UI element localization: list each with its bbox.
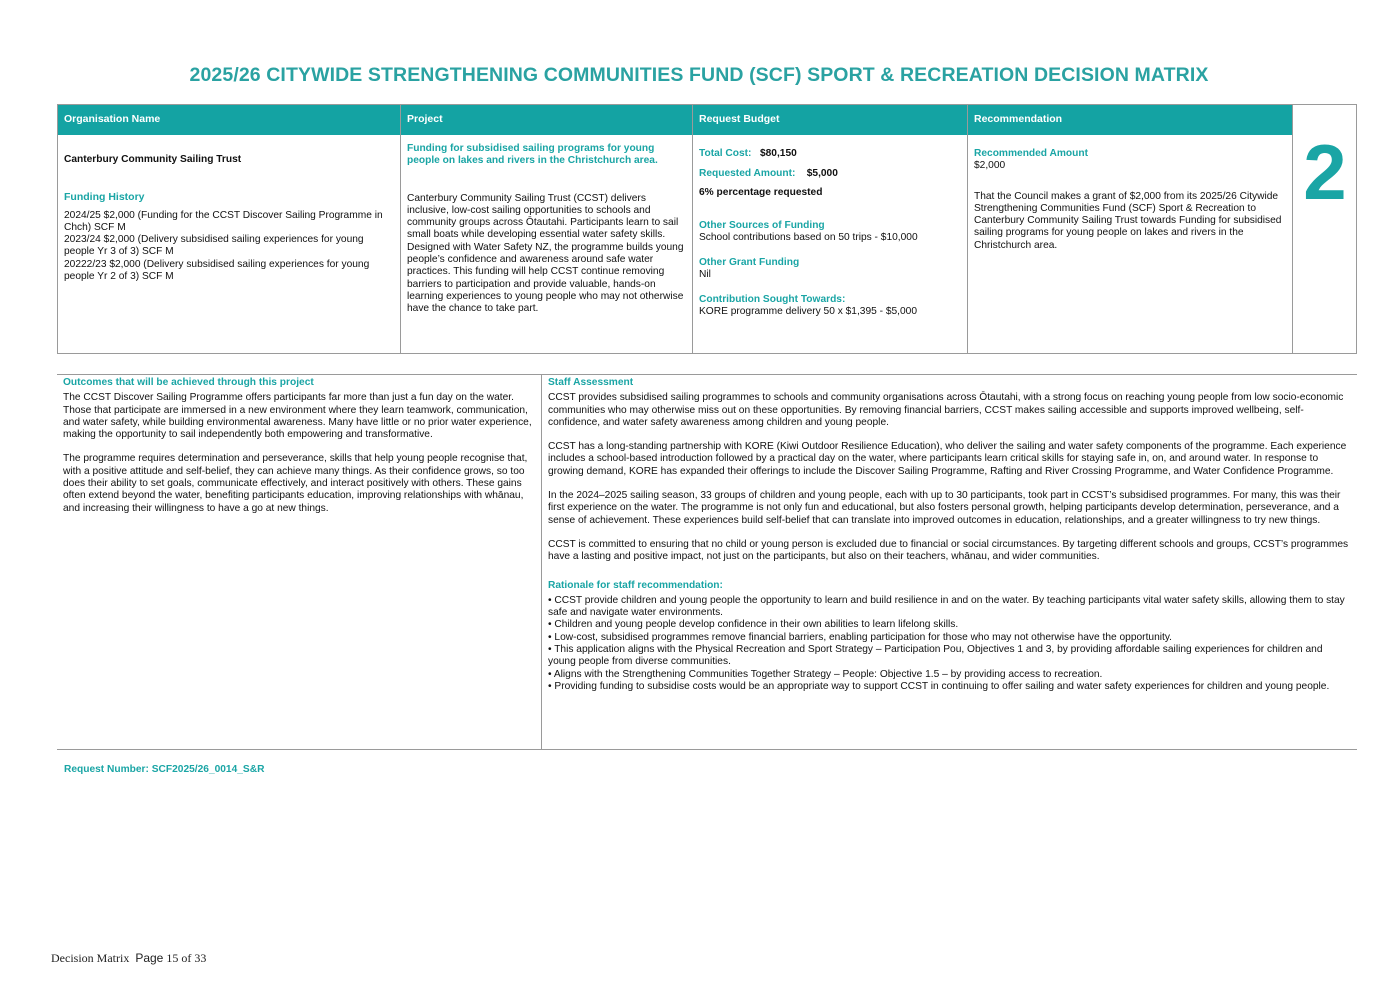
staff-assessment-paragraph: CCST is committed to ensuring that no child or young person is excluded due to financial or social circumstances. By targeting different schools and groups, CCST’s programmes have a lasting and positive impact, not just on the participants, but also on their teachers, whānau, and wider communities. [548, 538, 1349, 563]
rationale-item: • Providing funding to subsidise costs would be an appropriate way to support CCST in continuing to offer sailing and water safety experiences for children and young people. [548, 680, 1330, 692]
rationale-item: • Aligns with the Strengthening Communities Together Strategy – People: Objective 1.5 – by providing access to recreation. [548, 668, 1103, 680]
recommended-amount-value: $2,000 [974, 160, 1006, 172]
rationale-item: • CCST provide children and young people the opportunity to learn and build resilience in and on the water. By teaching participants vital water safety skills, allowing them to stay safe and navigate water environments. [548, 594, 1345, 619]
requested-amount-value: $5,000 [806, 167, 838, 179]
funding-history-item: 2024/25 $2,000 (Funding for the CCST Discover Sailing Programme in Chch) SCF M [64, 209, 383, 233]
footer-page-label: Page [135, 951, 164, 965]
rationale-label: Rationale for staff recommendation: [548, 579, 723, 591]
rationale-item: • This application aligns with the Physical Recreation and Sport Strategy – Participation Pou, Objectives 1 and 3, by providing affordable sailing experiences for children and young people from diverse communities. [548, 644, 1323, 668]
funding-history-label: Funding History [64, 191, 145, 204]
header-project: Project [401, 105, 692, 135]
contribution-value: KORE programme delivery 50 x $1,395 - $5,000 [699, 306, 918, 317]
total-cost-value: $80,150 [759, 148, 797, 159]
staff-assessment-label: Staff Assessment [548, 377, 634, 388]
total-cost-label: Total Cost: [699, 148, 752, 159]
requested-amount-label: Requested Amount: [699, 167, 796, 179]
project-description: Canterbury Community Sailing Trust (CCST) delivers inclusive, low-cost sailing opportunities to schools and community groups across Ōtautahi. Participants learn to sail small boats while developing essential water safety skills. Designed with Water Safety NZ, the programme builds young people’s confidence and awareness around safe water practices. This funding will help CCST continue removing barriers to participation and provide valuable, hands-on learning experiences to young people who may not otherwise have the chance to take part. [407, 192, 684, 315]
decision-matrix-table [57, 104, 1357, 354]
header-request-budget: Request Budget [693, 105, 967, 135]
rationale-item: • Low-cost, subsidised programmes remove financial barriers, enabling participation for those who may not otherwise have the opportunity. [548, 631, 1172, 643]
organisation-name: Canterbury Community Sailing Trust [64, 154, 242, 165]
staff-assessment-paragraph: CCST provides subsidised sailing programmes to schools and community organisations across Ōtautahi, with a strong focus on reaching young people from low socio-economic communities who may otherwise miss out on these opportunities. By removing financial barriers, CCST makes sailing accessible and supports improved wellbeing, self-confidence, and water safety awareness among children and young people. [548, 392, 1344, 428]
funding-history-item: 2023/24 $2,000 (Delivery subsidised sailing experiences for young people Yr 3 of 3) SCF M [64, 234, 364, 258]
staff-assessment-paragraph: CCST has a long-standing partnership with KORE (Kiwi Outdoor Resilience Education), who deliver the sailing and water safety components of the programme. Each experience includes a school-based introduction followed by a practical day on the water, where participants learn critical skills for staying safe in, on, and around water. In response to growing demand, KORE has expanded their offerings to include the Discover Sailing Programme, Rafting and River Crossing Programme, and Water Confidence Programme. [548, 441, 1347, 477]
outcomes-paragraph: The programme requires determination and perseverance, skills that help young people recognise that, with a positive attitude and self-belief, they can achieve many things. As their confidence grows, so too does their ability to set goals, communicate effectively, and interact positively with others. These gains often extend beyond the water, benefiting participants education, improving relationships with whānau, and increasing their willingness to have a go at new things. [63, 453, 528, 514]
recommended-amount-label: Recommended Amount [974, 148, 1088, 159]
contribution-label: Contribution Sought Towards: [699, 293, 846, 305]
recommendation-text: That the Council makes a grant of $2,000 from its 2025/26 Citywide Strengthening Communities Fund (SCF) Sport & Recreation to Canterbury Community Sailing Trust towards Funding for subsidised sailing programs for young people on lakes and rivers in the Christchurch area. [974, 190, 1282, 251]
outcomes-paragraph: The CCST Discover Sailing Programme offers participants far more than just a fun day on the water. Those that participate are immersed in a new environment where they learn teamwork, communication, and water safety, while building environmental awareness. Many have little or no prior water experience, making the opportunity to sail independently both empowering and transformative. [63, 392, 532, 441]
other-sources-value: School contributions based on 50 trips - $10,000 [699, 232, 918, 243]
outcomes-panel [57, 375, 542, 750]
request-number: Request Number: SCF2025/26_0014_S&R [64, 764, 265, 775]
staff-assessment-paragraph: In the 2024–2025 sailing season, 33 groups of children and young people, each with up to 30 participants, took part in CCST’s subsidised programmes. For many, this was their first experience on the water. The programme is not only fun and educational, but also fosters personal growth, helping participants develop determination, perseverance, and a sense of achievement. These experiences build self-belief that can translate into improved outcomes in education, relationships, and a greater willingness to try new things. [548, 490, 1341, 526]
budget-column [693, 105, 968, 354]
footer-page-number: 15 of 33 [166, 951, 207, 965]
footer-doc-name: Decision Matrix [51, 951, 130, 965]
percentage-requested: 6% percentage requested [699, 187, 823, 198]
header-organisation-name: Organisation Name [58, 105, 400, 135]
assessment-section [57, 374, 1357, 750]
project-column [401, 105, 693, 354]
page-footer [51, 951, 206, 966]
priority-number: 2 [1303, 128, 1347, 216]
recommendation-column [968, 105, 1293, 354]
organisation-column [58, 105, 401, 354]
project-title: Funding for subsidised sailing programs for young people on lakes and rivers in the Christchurch area. [407, 143, 658, 167]
outcomes-label: Outcomes that will be achieved through this project [63, 377, 314, 388]
other-grant-label: Other Grant Funding [699, 256, 800, 268]
page-title: 2025/26 CITYWIDE STRENGTHENING COMMUNITIES FUND (SCF) SPORT & RECREATION DECISION MATRIX [189, 64, 1209, 86]
funding-history-item: 20222/23 $2,000 (Delivery subsidised sailing experiences for young people Yr 2 of 3) SCF M [64, 258, 370, 283]
header-recommendation: Recommendation [968, 105, 1292, 135]
rationale-item: • Children and young people develop confidence in their own abilities to learn lifelong skills. [548, 619, 959, 631]
other-grant-value: Nil [699, 269, 711, 280]
other-sources-label: Other Sources of Funding [699, 219, 825, 231]
staff-assessment-panel [542, 375, 1357, 695]
